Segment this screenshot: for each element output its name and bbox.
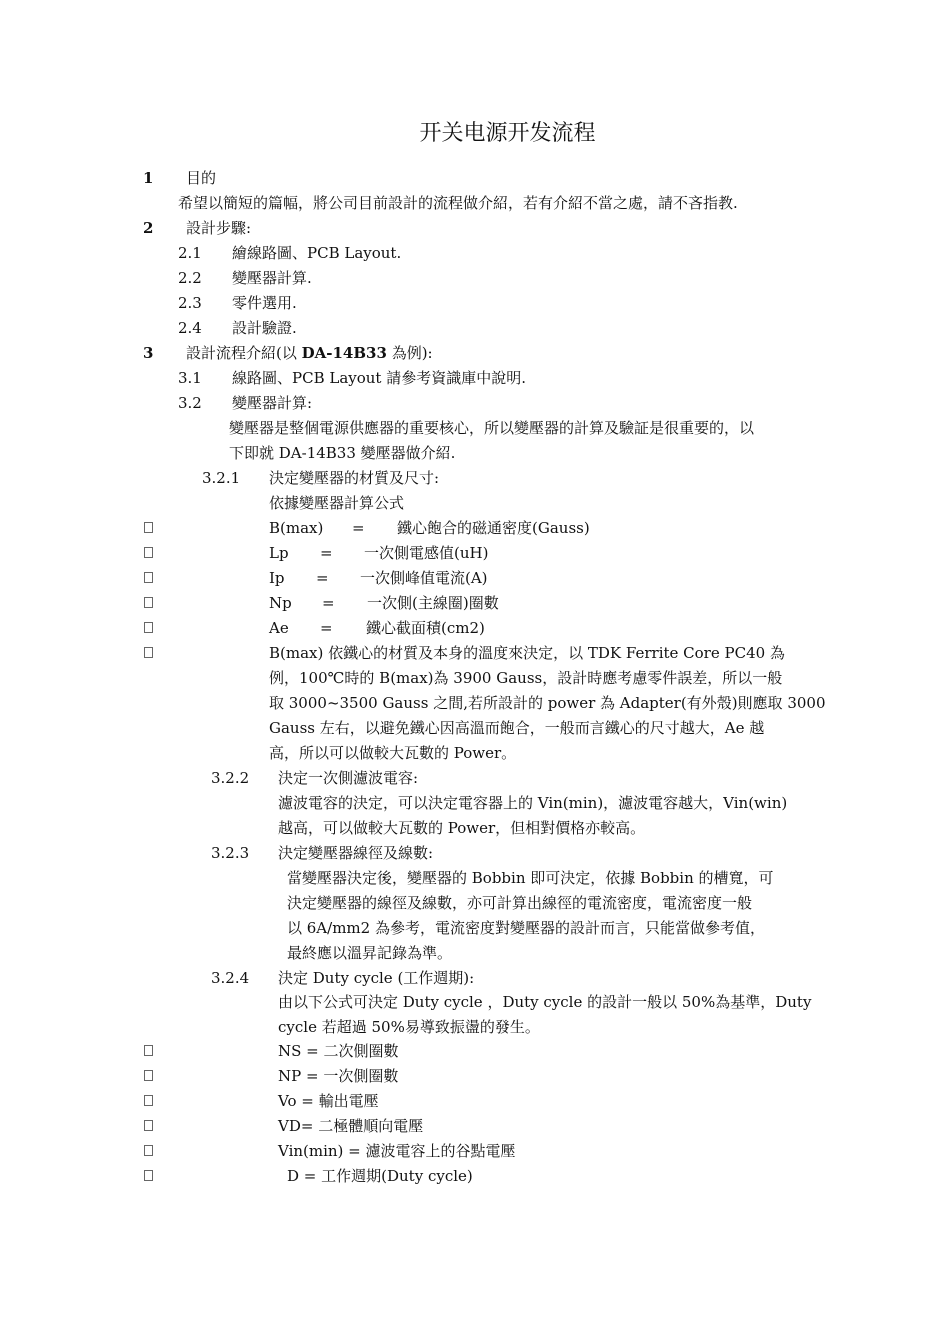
def-line: VD= 二極體順向電壓 [278, 1117, 424, 1135]
para-line: 取 3000~3500 Gauss 之間,若所設計的 power 為 Adapter(有外殼)則應取 3000 [269, 694, 826, 712]
para-line: 越高，可以做較大瓦數的 Power，但相對價格亦較高。 [278, 819, 646, 837]
item-3-2-intro-line-2: 下即就 DA-14B33 變壓器做介紹. [229, 444, 456, 462]
item-2-3-number: 2.3 [178, 294, 202, 312]
def-symbol: Lp [269, 544, 289, 562]
item-3-2-4-heading: 決定 Duty cycle (工作週期): [278, 969, 475, 987]
def-line: NP = 一次側圈數 [278, 1067, 399, 1085]
para-line: 例，100℃時的 B(max)為 3900 Gauss，設計時應考慮零件誤差，所以一般 [269, 669, 783, 687]
item-2-2-text: 變壓器計算. [232, 269, 312, 287]
def-symbol: Ip [269, 569, 285, 587]
bullet-box-icon [144, 1116, 153, 1136]
item-3-2-3-heading: 決定變壓器線徑及線數: [278, 844, 434, 862]
item-3-1-number: 3.1 [178, 369, 202, 387]
section-2-number: 2 [143, 219, 154, 237]
def-description: 一次側峰值電流(A) [360, 569, 488, 587]
item-3-2-1-heading: 決定變壓器的材質及尺寸: [269, 469, 440, 487]
item-3-2-2-heading: 決定一次側濾波電容: [278, 769, 419, 787]
page-title: 开关电源开发流程 [419, 121, 596, 146]
bullet-box-icon [144, 1141, 153, 1161]
bullet-box-icon [144, 618, 153, 638]
para-line: cycle 若超過 50%易導致振盪的發生。 [278, 1018, 540, 1036]
def-symbol: Ae [269, 619, 289, 637]
para-line: 濾波電容的決定，可以決定電容器上的 Vin(min)，濾波電容越大，Vin(win) [278, 794, 788, 812]
def-description: 鐵心截面積(cm2) [366, 619, 485, 637]
section-1-heading: 目的 [186, 169, 217, 187]
def-line: Vin(min) = 濾波電容上的谷點電壓 [278, 1142, 516, 1160]
para-line: 當變壓器決定後，變壓器的 Bobbin 即可決定，依據 Bobbin 的槽寬，可 [287, 869, 774, 887]
def-description: 一次側(主線圈)圈數 [367, 594, 499, 612]
para-line: B(max) 依鐵心的材質及本身的溫度來決定，以 TDK Ferrite Core PC40 為 [269, 644, 785, 662]
section-1-number: 1 [143, 169, 154, 187]
bullet-box-icon [144, 543, 153, 563]
def-equals: = [320, 619, 333, 637]
bullet-box-icon [144, 1041, 153, 1061]
item-3-2-1-number: 3.2.1 [202, 469, 241, 487]
bullet-box-icon [144, 568, 153, 588]
def-symbol: B(max) [269, 519, 324, 537]
para-line: 以 6A/mm2 為參考，電流密度對變壓器的設計而言，只能當做參考值， [287, 919, 765, 937]
def-equals: = [322, 594, 335, 612]
bullet-box-icon [144, 1066, 153, 1086]
item-3-2-number: 3.2 [178, 394, 202, 412]
para-line: 由以下公式可決定 Duty cycle ，Duty cycle 的設計一般以 50%為基準，Duty [278, 993, 812, 1011]
bullet-box-icon [144, 1091, 153, 1111]
def-line: Vo = 輸出電壓 [278, 1092, 379, 1110]
para-line: 決定變壓器的線徑及線數，亦可計算出線徑的電流密度，電流密度一般 [287, 894, 753, 912]
item-2-1-text: 繪線路圖、PCB Layout. [232, 244, 402, 262]
def-line: D = 工作週期(Duty cycle) [287, 1167, 473, 1185]
bullet-box-icon [144, 518, 153, 538]
section-2-heading: 設計步驟: [186, 219, 252, 237]
section-3-number: 3 [143, 344, 154, 362]
para-line: Gauss 左右，以避免鐵心因高溫而飽合，一般而言鐵心的尺寸越大，Ae 越 [269, 719, 765, 737]
item-2-4-number: 2.4 [178, 319, 202, 337]
item-2-3-text: 零件選用. [232, 294, 297, 312]
item-3-2-4-number: 3.2.4 [211, 969, 250, 987]
def-equals: = [316, 569, 329, 587]
def-symbol: Np [269, 594, 292, 612]
def-line: NS = 二次側圈數 [278, 1042, 399, 1060]
item-3-2-intro-line-1: 變壓器是整個電源供應器的重要核心，所以變壓器的計算及驗証是很重要的，以 [229, 419, 755, 437]
item-2-4-text: 設計驗證. [232, 319, 297, 337]
section-3-heading: 設計流程介紹(以 DA-14B33 為例): [186, 344, 433, 362]
def-equals: = [320, 544, 333, 562]
bullet-box-icon [144, 643, 153, 663]
item-3-2-heading: 變壓器計算: [232, 394, 313, 412]
item-3-1-text: 線路圖、PCB Layout 請參考資識庫中說明. [232, 369, 526, 387]
item-3-2-2-number: 3.2.2 [211, 769, 250, 787]
def-description: 一次側電感值(uH) [364, 544, 489, 562]
def-equals: = [352, 519, 365, 537]
section-1-text: 希望以簡短的篇幅，將公司目前設計的流程做介紹，若有介紹不當之處，請不吝指教. [178, 194, 738, 212]
item-2-1-number: 2.1 [178, 244, 202, 262]
bullet-box-icon [144, 593, 153, 613]
para-line: 高，所以可以做較大瓦數的 Power。 [269, 744, 517, 762]
item-3-2-1-sub: 依據變壓器計算公式 [269, 494, 405, 512]
item-3-2-3-number: 3.2.3 [211, 844, 250, 862]
item-2-2-number: 2.2 [178, 269, 202, 287]
def-description: 鐵心飽合的磁通密度(Gauss) [397, 519, 590, 537]
para-line: 最終應以溫昇記錄為準。 [287, 944, 453, 962]
bullet-box-icon [144, 1166, 153, 1186]
